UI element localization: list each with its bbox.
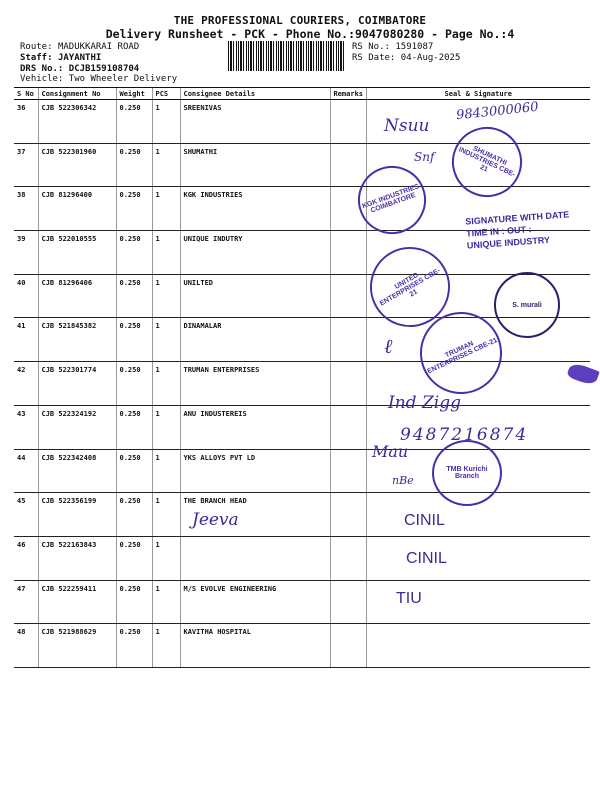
signature-36: Nsuu	[384, 116, 430, 136]
cell-cn: CJB 521988629	[38, 624, 116, 668]
cell-pcs: 1	[152, 362, 180, 406]
cell-remarks	[330, 274, 366, 318]
cell-consignee: TRUMAN ENTERPRISES	[180, 362, 330, 406]
cell-pcs: 1	[152, 580, 180, 624]
runsheet-subtitle: Delivery Runsheet - PCK - Phone No.:9047080280 - Page No.:4	[105, 27, 515, 41]
drs-line	[20, 64, 139, 74]
table-row	[14, 580, 590, 624]
cell-pcs: 1	[152, 143, 180, 187]
cell-consignee	[180, 536, 330, 580]
table-row	[14, 624, 590, 668]
cell-remarks	[330, 405, 366, 449]
handwritten-phone-top: 9843000060	[455, 99, 540, 124]
cell-pcs: 1	[152, 187, 180, 231]
staff-line	[20, 53, 101, 63]
cell-cn: CJB 522301960	[38, 143, 116, 187]
cell-remarks	[330, 536, 366, 580]
cell-consignee: ANU INDUSTEREIS	[180, 405, 330, 449]
cell-weight: 0.250	[116, 187, 152, 231]
rs-no-label: RS No.:	[352, 42, 390, 52]
cell-cn: CJB 521845382	[38, 318, 116, 362]
cell-weight: 0.250	[116, 405, 152, 449]
cell-weight: 0.250	[116, 318, 152, 362]
handwritten-name-46: Jeeva	[192, 510, 239, 530]
cell-seal	[366, 624, 590, 668]
cell-sno: 40	[14, 274, 38, 318]
cell-weight: 0.250	[116, 624, 152, 668]
vehicle-label: Vehicle:	[20, 74, 64, 84]
cell-weight: 0.250	[116, 536, 152, 580]
col-seal: Seal & Signature	[366, 88, 590, 100]
cell-sno: 44	[14, 449, 38, 493]
rs-date-label: RS Date:	[352, 53, 396, 63]
cell-pcs: 1	[152, 318, 180, 362]
cell-cn: CJB 522306342	[38, 100, 116, 144]
cell-pcs: 1	[152, 405, 180, 449]
stamp-tmb-text: TMB Kurichi Branch	[446, 466, 488, 480]
table-row	[14, 536, 590, 580]
signature-43: Ind Zigg	[388, 393, 461, 413]
cell-cn: CJB 522301774	[38, 362, 116, 406]
stamp-unique-line1: SIGNATURE WITH DATE	[464, 209, 570, 227]
cell-seal	[366, 536, 590, 580]
cell-cn: CJB 522356199	[38, 493, 116, 537]
cell-cn: CJB 522010555	[38, 231, 116, 275]
cell-cn: CJB 522342408	[38, 449, 116, 493]
stamp-truman-text: TRUMAN ENTERPRISES CBE-21	[426, 336, 499, 376]
cell-pcs: 1	[152, 100, 180, 144]
cell-consignee: KAVITHA HOSPITAL	[180, 624, 330, 668]
cell-pcs: 1	[152, 231, 180, 275]
cell-remarks	[330, 580, 366, 624]
cell-consignee: DINAMALAR	[180, 318, 330, 362]
cell-remarks	[330, 143, 366, 187]
cell-weight: 0.250	[116, 100, 152, 144]
signature-37: Snf	[414, 150, 435, 164]
cell-cn: CJB 81296406	[38, 274, 116, 318]
handwritten-mark-47: CINIL	[406, 550, 447, 567]
cell-remarks	[330, 318, 366, 362]
cell-weight: 0.250	[116, 449, 152, 493]
route-value: MADUKKARAI ROAD	[57, 42, 140, 52]
table-row	[14, 449, 590, 493]
cell-consignee: THE BRANCH HEAD	[180, 493, 330, 537]
rs-date-line	[352, 53, 460, 63]
cell-cn: CJB 522259411	[38, 580, 116, 624]
route-label: Route:	[20, 42, 53, 52]
cell-weight: 0.250	[116, 143, 152, 187]
vehicle-line	[20, 74, 177, 84]
cell-pcs: 1	[152, 274, 180, 318]
route-line	[20, 42, 139, 52]
stamp-kgk-text: KGK INDUSTRIES COIMBATORE	[361, 183, 421, 215]
cell-pcs: 1	[152, 624, 180, 668]
cell-consignee: UNIQUE INDUTRY	[180, 231, 330, 275]
cell-remarks	[330, 100, 366, 144]
cell-consignee: UNILTED	[180, 274, 330, 318]
handwritten-mark-46: CINIL	[404, 512, 445, 529]
stamp-unique-line2: TIME IN : OUT :	[465, 224, 532, 239]
cell-cn: CJB 81296400	[38, 187, 116, 231]
cell-sno: 42	[14, 362, 38, 406]
cell-weight: 0.250	[116, 274, 152, 318]
col-pcs: PCS	[152, 88, 180, 100]
cell-pcs: 1	[152, 493, 180, 537]
cell-sno: 47	[14, 580, 38, 624]
rs-date-value: 04-Aug-2025	[400, 53, 461, 63]
stamp-dinamalar	[494, 272, 560, 338]
cell-sno: 37	[14, 143, 38, 187]
col-sno: S No	[14, 88, 38, 100]
cell-remarks	[330, 362, 366, 406]
cell-consignee: M/S EVOLVE ENGINEERING	[180, 580, 330, 624]
rs-no-value: 1591087	[395, 42, 434, 52]
handwritten-phone-44: 9487216874	[400, 425, 529, 445]
cell-consignee: SREENIVAS	[180, 100, 330, 144]
staff-label: Staff:	[20, 53, 53, 63]
stamp-unique-line3: UNIQUE INDUSTRY	[466, 234, 551, 251]
cell-sno: 38	[14, 187, 38, 231]
cell-sno: 43	[14, 405, 38, 449]
cell-sno: 39	[14, 231, 38, 275]
cell-remarks	[330, 493, 366, 537]
cell-sno: 48	[14, 624, 38, 668]
cell-remarks	[330, 624, 366, 668]
cell-weight: 0.250	[116, 493, 152, 537]
stamp-united-text: UNITED ENTERPRISES CBE-21	[378, 266, 442, 308]
staff-value: JAYANTHI	[57, 53, 102, 63]
cell-consignee: YKS ALLOYS PVT LD	[180, 449, 330, 493]
col-consignment: Consignment No	[38, 88, 116, 100]
col-weight: Weight	[116, 88, 152, 100]
signature-42: ℓ	[384, 334, 393, 358]
table-header-row	[14, 88, 590, 100]
stamp-unique	[465, 208, 571, 251]
company-title: THE PROFESSIONAL COURIERS, COIMBATORE	[173, 14, 427, 27]
cell-cn: CJB 522324192	[38, 405, 116, 449]
signature-45: nBe	[392, 474, 414, 487]
signature-44: Mau	[372, 442, 409, 461]
cell-remarks	[330, 231, 366, 275]
cell-weight: 0.250	[116, 362, 152, 406]
cell-sno: 36	[14, 100, 38, 144]
cell-sno: 46	[14, 536, 38, 580]
drs-value: DCJB159108704	[68, 64, 140, 74]
vehicle-value: Two Wheeler Delivery	[68, 74, 178, 84]
cell-sno: 45	[14, 493, 38, 537]
table-row	[14, 362, 590, 406]
drs-label: DRS No.:	[20, 64, 64, 74]
cell-consignee: KGK INDUSTRIES	[180, 187, 330, 231]
cell-sno: 41	[14, 318, 38, 362]
rs-no-line	[352, 42, 433, 52]
cell-pcs: 1	[152, 536, 180, 580]
barcode	[228, 41, 346, 71]
cell-weight: 0.250	[116, 231, 152, 275]
stamp-tmb	[432, 440, 502, 506]
stamp-shumathi-text: SHUMATHI INDUSTRIES CBE-21	[457, 144, 517, 179]
cell-weight: 0.250	[116, 580, 152, 624]
handwritten-mark-48: TIU	[396, 590, 422, 607]
cell-cn: CJB 522163843	[38, 536, 116, 580]
col-remarks: Remarks	[330, 88, 366, 100]
cell-remarks	[330, 449, 366, 493]
table-row	[14, 493, 590, 537]
col-consignee: Consignee Details	[180, 88, 330, 100]
cell-consignee: SHUMATHI	[180, 143, 330, 187]
cell-pcs: 1	[152, 449, 180, 493]
stamp-dinamalar-text: S. murali	[512, 301, 542, 309]
